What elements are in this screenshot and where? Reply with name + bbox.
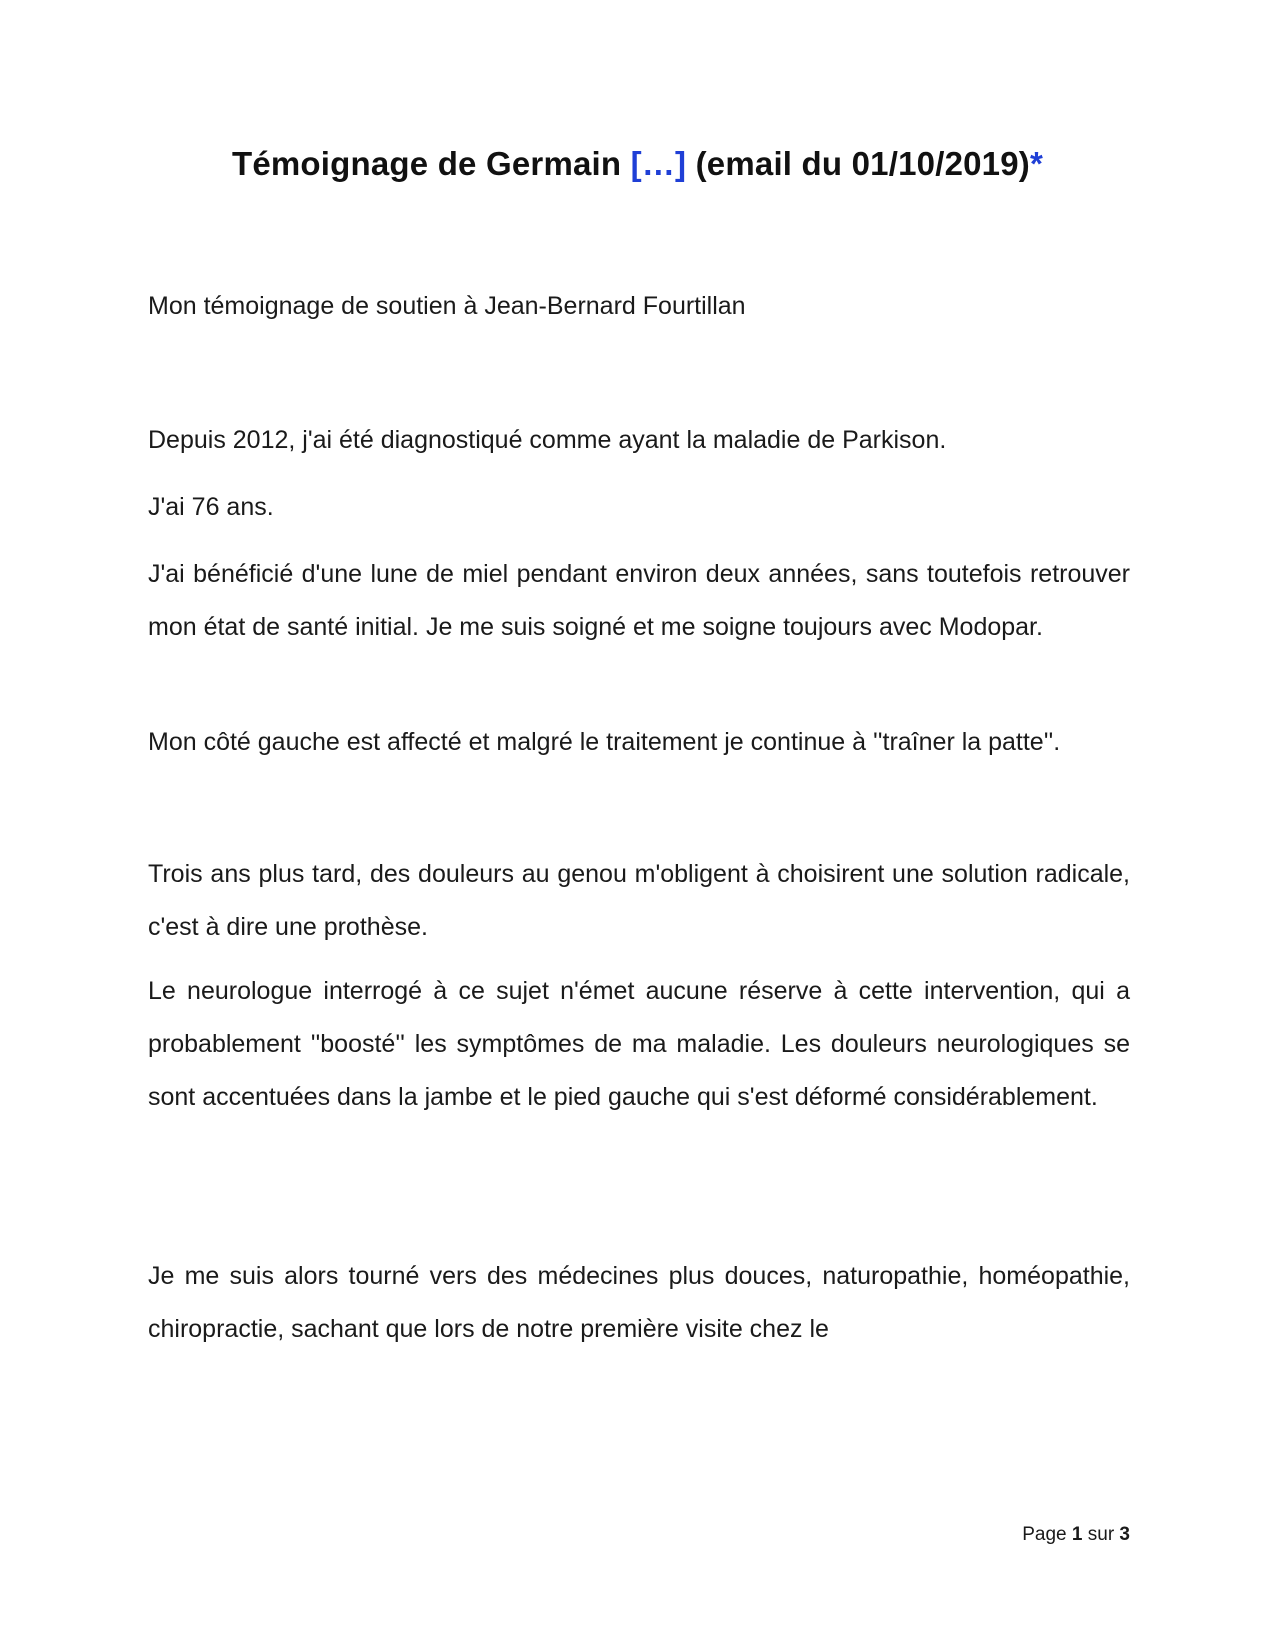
page-footer — [1022, 1524, 1130, 1546]
paragraph-knee: Trois ans plus tard, des douleurs au genou m'obligent à choisirent une solution radicale, c'est à dire une prothèse. — [148, 860, 1130, 941]
footer-of-word: sur — [1082, 1524, 1120, 1545]
footer-page-number: 1 — [1071, 1524, 1083, 1545]
paragraph-alternative-medicine: Je me suis alors tourné vers des médecines plus douces, naturopathie, homéopathie, chiropractie, sachant que lors de notre première visite chez le — [148, 1262, 1130, 1343]
footer-page-word: Page — [1022, 1524, 1072, 1545]
title-star: * — [1029, 145, 1044, 182]
footer-page-total: 3 — [1119, 1524, 1130, 1545]
paragraph-intro: Mon témoignage de soutien à Jean-Bernard Fourtillan — [148, 292, 746, 320]
title-suffix: (email du 01/10/2019) — [686, 145, 1030, 182]
title-prefix: Témoignage de Germain — [231, 145, 631, 182]
document-title — [0, 145, 1275, 183]
paragraph-left-side: Mon côté gauche est affecté et malgré le traitement je continue à ''traîner la patte''. — [148, 728, 1061, 756]
paragraph-age: J'ai 76 ans. — [148, 493, 274, 521]
paragraph-treatment: J'ai bénéficié d'une lune de miel pendant environ deux années, sans toutefois retrouver mon état de santé initial. Je me suis soigné et me soigne toujours avec Modopar. — [148, 560, 1130, 641]
paragraph-diagnosis: Depuis 2012, j'ai été diagnostiqué comme ayant la maladie de Parkison. — [148, 426, 947, 454]
paragraph-neurologist: Le neurologue interrogé à ce sujet n'émet aucune réserve à cette intervention, qui a probablement ''boosté'' les symptômes de ma maladie. Les douleurs neurologiques se sont accentuées dans la jambe et le pied gauche qui s'est déformé considérablement. — [148, 977, 1130, 1111]
title-bracket: […] — [630, 145, 687, 182]
